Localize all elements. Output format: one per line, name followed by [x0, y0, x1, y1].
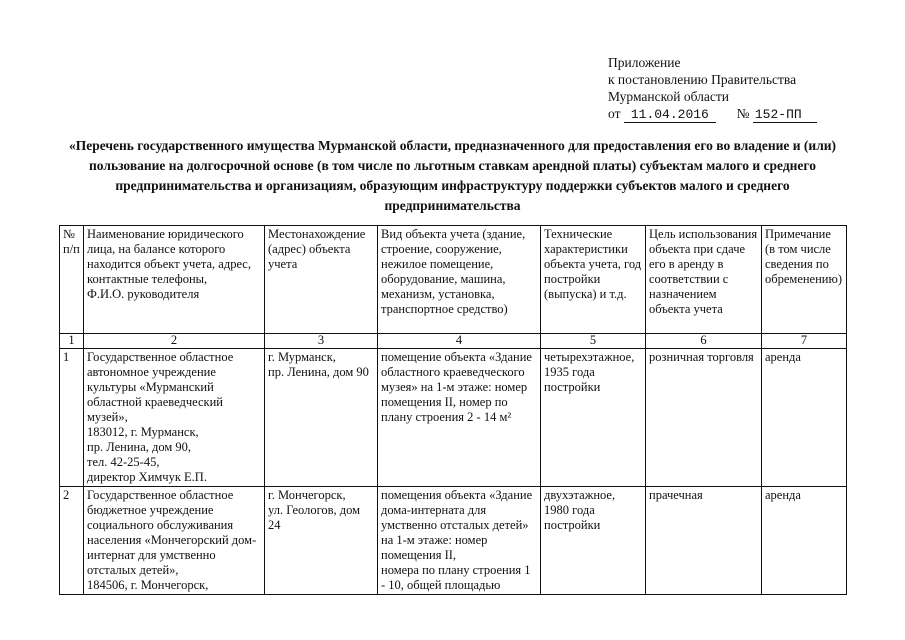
header-tech-specs: Технические характеристики объекта учета, год постройки (выпуска) и т.д.	[541, 226, 646, 334]
row-object-type: помещения объекта «Здание дома-интерната для умственно отсталых детей» на 1-м этаже: номер помещения II, номера по плану строения 1 - 10, общей площадью	[378, 487, 541, 595]
property-table	[59, 225, 847, 595]
header-location: Местонахождение (адрес) объекта учета	[265, 226, 378, 334]
table-row	[60, 349, 847, 487]
header-note: Примечание (в том числе сведения по обременению)	[762, 226, 847, 334]
col-number: 2	[84, 334, 265, 349]
table-header-row	[60, 226, 847, 334]
col-number: 6	[646, 334, 762, 349]
row-note: аренда	[762, 487, 847, 595]
row-tech-specs: двухэтажное, 1980 года постройки	[541, 487, 646, 595]
row-purpose: розничная торговля	[646, 349, 762, 487]
date-prefix: от	[608, 106, 621, 121]
row-num: 1	[60, 349, 84, 487]
decree-date: 11.04.2016	[624, 108, 716, 123]
row-purpose: прачечная	[646, 487, 762, 595]
appendix-line-1: Приложение	[608, 55, 681, 70]
appendix-date-line	[608, 105, 817, 123]
row-note: аренда	[762, 349, 847, 487]
row-organization: Государственное областное автономное учреждение культуры «Мурманский областной краеведческий музей», 183012, г. Мурманск, пр. Ленина, дом 90, тел. 42-25-45, директор Химчук Е.П.	[84, 349, 265, 487]
decree-number: 152-ПП	[753, 108, 817, 123]
header-object-type: Вид объекта учета (здание, строение, сооружение, нежилое помещение, оборудование, машина, механизм, установка, транспортное средство)	[378, 226, 541, 334]
table-row	[60, 487, 847, 595]
col-number: 3	[265, 334, 378, 349]
column-numbers-row	[60, 334, 847, 349]
header-num: № п/п	[60, 226, 84, 334]
col-number: 7	[762, 334, 847, 349]
document-title: «Перечень государственного имущества Мурманской области, предназначенного для предоставления его во владение и (или) пользование на долгосрочной основе (в том числе по льготным ставкам арендной платы) субъектам малого и среднего предпринимательства и организациям, образующим инфраструктуру поддержки субъектов малого и среднего предпринимательства	[68, 138, 837, 213]
header-purpose: Цель использования объекта при сдаче его в аренду в соответствии с назначением объекта учета	[646, 226, 762, 334]
row-num: 2	[60, 487, 84, 595]
row-location: г. Мурманск, пр. Ленина, дом 90	[265, 349, 378, 487]
appendix-block	[608, 54, 817, 123]
col-number: 5	[541, 334, 646, 349]
header-organization: Наименование юридического лица, на балансе которого находится объект учета, адрес, контактные телефоны, Ф.И.О. руководителя	[84, 226, 265, 334]
col-number: 4	[378, 334, 541, 349]
appendix-line-3: Мурманской области	[608, 89, 729, 104]
appendix-line-2: к постановлению Правительства	[608, 72, 797, 87]
row-organization: Государственное областное бюджетное учреждение социального обслуживания населения «Мончегорский дом-интернат для умственно отсталых детей», 184506, г. Мончегорск,	[84, 487, 265, 595]
number-prefix: №	[736, 106, 750, 121]
row-location: г. Мончегорск, ул. Геологов, дом 24	[265, 487, 378, 595]
col-number: 1	[60, 334, 84, 349]
row-tech-specs: четырехэтажное, 1935 года постройки	[541, 349, 646, 487]
row-object-type: помещение объекта «Здание областного краеведческого музея» на 1-м этаже: номер помещения II, номер по плану строения 2 - 14 м²	[378, 349, 541, 487]
